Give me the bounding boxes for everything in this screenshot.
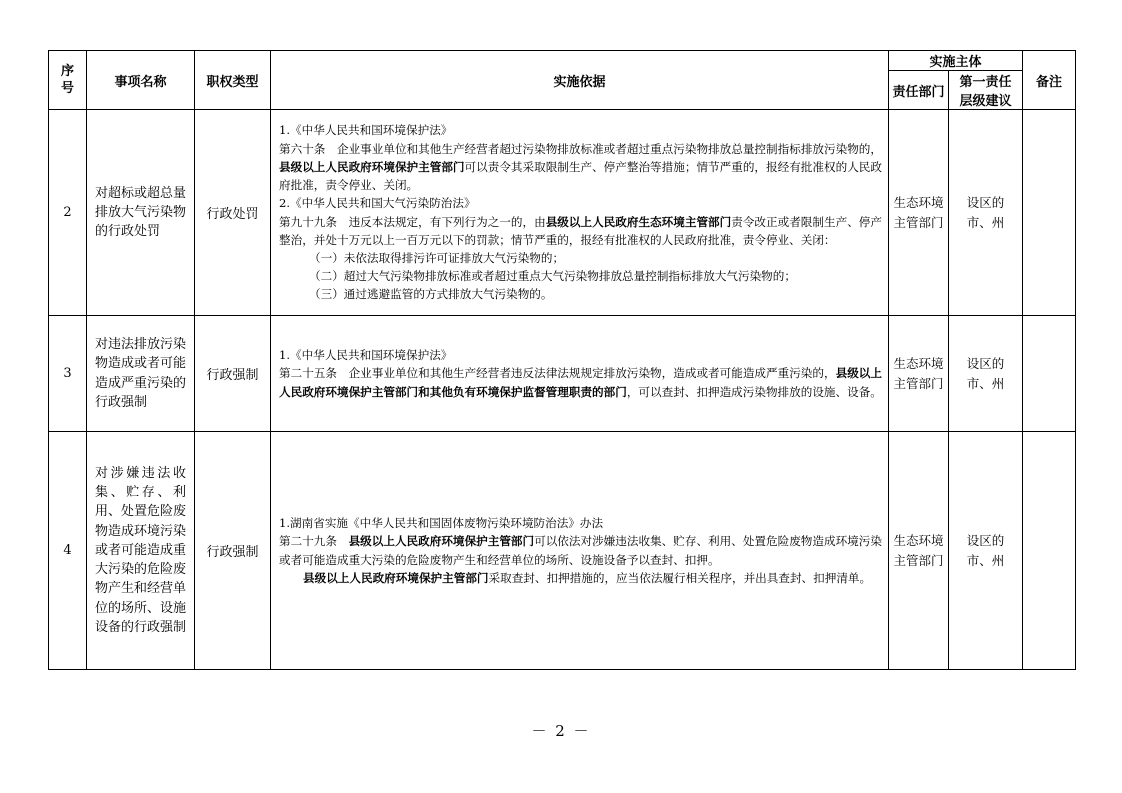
law-article: 第二十九条 县级以上人民政府环境保护主管部门可以依法对涉嫌违法收集、贮存、利用、处置危险废物造成环境污染或者可能造成重大污染的危险废物产生和经营单位的场所、设施设备予以查封、扣押。 (279, 534, 882, 567)
law-clause: （二）超过大气污染物排放标准或者超过重点大气污染物排放总量控制指标排放大气污染物的； (309, 269, 796, 284)
authority-type: 行政强制 (195, 316, 271, 432)
item-name: 对超标或超总量排放大气污染物的行政处罚 (87, 110, 195, 316)
header-dept: 责任部门 (889, 71, 949, 110)
law-article: 第六十条 企业事业单位和其他生产经营者超过污染物排放标准或者超过重点污染物排放总量控制指标排放污染物的，县级以上人民政府环境保护主管部门可以责令其采取限制生产、停产整治等措施；情节严重的，报经有批准权的人民政府批准，责令停业、关闭。 (279, 141, 882, 193)
authority-type: 行政强制 (195, 432, 271, 670)
legal-basis (271, 316, 889, 432)
responsible-dept: 生态环境主管部门 (889, 110, 949, 316)
table-row (49, 432, 1076, 670)
law-clause: （三）通过逃避监管的方式排放大气污染物的。 (309, 287, 553, 302)
legal-basis (271, 432, 889, 670)
header-level: 第一责任层级建议 (949, 71, 1023, 110)
law-clause: （一）未依法取得排污许可证排放大气污染物的； (309, 250, 565, 265)
law-article: 县级以上人民政府环境保护主管部门采取查封、扣押措施的，应当依法履行相关程序，并出具查封、扣押清单。 (303, 570, 872, 585)
responsibility-level: 设区的市、州 (949, 432, 1023, 670)
note-cell (1023, 432, 1076, 670)
responsibility-level: 设区的市、州 (949, 316, 1023, 432)
responsibility-level: 设区的市、州 (949, 110, 1023, 316)
page-number: － 2 － (531, 722, 591, 740)
header-name: 事项名称 (87, 51, 195, 110)
law-title: 2.《中华人民共和国大气污染防治法》 (279, 196, 476, 211)
law-title: 1.湖南省实施《中华人民共和国固体废物污染环境防治法》办法 (279, 516, 604, 531)
note-cell (1023, 110, 1076, 316)
header-subject: 实施主体 (889, 51, 1023, 71)
table-row (49, 110, 1076, 316)
responsible-dept: 生态环境主管部门 (889, 316, 949, 432)
header-basis: 实施依据 (271, 51, 889, 110)
header-note: 备注 (1023, 51, 1076, 110)
law-article: 第九十九条 违反本法规定，有下列行为之一的，由县级以上人民政府生态环境主管部门责令改正或者限制生产、停产整治，并处十万元以上一百万元以下的罚款；情节严重的，报经有批准权的人民政府批准，责令停业、关闭： (279, 214, 882, 247)
law-article: 第二十五条 企业事业单位和其他生产经营者违反法律法规规定排放污染物，造成或者可能造成严重污染的，县级以上人民政府环境保护主管部门和其他负有环境保护监督管理职责的部门，可以查封、扣押造成污染物排放的设施、设备。 (279, 366, 882, 399)
row-no: 4 (49, 432, 87, 670)
table-row (49, 316, 1076, 432)
row-no: 3 (49, 316, 87, 432)
row-no: 2 (49, 110, 87, 316)
law-title: 1.《中华人民共和国环境保护法》 (279, 123, 453, 138)
authority-table (48, 50, 1076, 670)
header-no: 序号 (49, 51, 87, 110)
responsible-dept: 生态环境主管部门 (889, 432, 949, 670)
law-title: 1.《中华人民共和国环境保护法》 (279, 348, 453, 363)
authority-type: 行政处罚 (195, 110, 271, 316)
header-type: 职权类型 (195, 51, 271, 110)
item-name: 对涉嫌违法收集、贮存、利用、处置危险废物造成环境污染或者可能造成重大污染的危险废物产生和经营单位的场所、设施设备的行政强制 (87, 432, 195, 670)
item-name: 对违法排放污染物造成或者可能造成严重污染的行政强制 (87, 316, 195, 432)
legal-basis (271, 110, 889, 316)
note-cell (1023, 316, 1076, 432)
